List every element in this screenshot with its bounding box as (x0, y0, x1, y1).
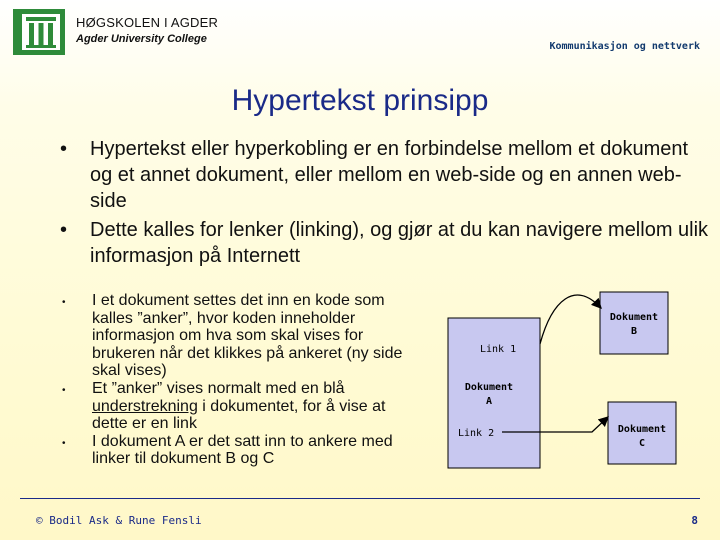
document-a-box (448, 318, 540, 468)
slide-title: Hypertekst prinsipp (231, 84, 489, 117)
footer-divider (20, 498, 700, 499)
bullet-dot-icon: • (60, 138, 68, 160)
document-a-label-line2: A (485, 396, 493, 407)
link-1-arrow (540, 295, 601, 344)
underline-example-text: understrekning (92, 397, 198, 415)
main-bullet (60, 217, 710, 269)
link-1-label: Link 1 (480, 344, 517, 355)
school-subtitle: Agder University College (76, 33, 207, 45)
main-bullet-text: Hypertekst eller hyperkobling er en forbindelse mellom et dokument og et annet dokument, eller mellom en web-side og en annen web-side (90, 138, 689, 212)
sub-bullet-text: i dokumentet, for å vise at dette er en link (92, 397, 386, 433)
sub-bullet (60, 380, 420, 433)
sub-bullet (60, 433, 420, 468)
sub-bullet-text: I et dokument settes det inn en kode som kalles ”anker”, hvor koden inneholder informasjon om hva som skal vises for brukeren når det klikkes på ankeret (ny side skal vises) (92, 292, 403, 380)
school-logo (12, 8, 66, 56)
link-2-label: Link 2 (458, 428, 495, 439)
document-b-box (600, 292, 668, 354)
sub-bullet (60, 292, 420, 380)
document-b-label-line1: Dokument (609, 312, 659, 323)
bullet-dot-icon: • (60, 219, 68, 241)
document-b-label-line2: B (630, 326, 638, 337)
bullet-dot-icon: • (62, 437, 66, 449)
sub-bullet-text: I dokument A er det satt inn to ankere med linker til dokument B og C (92, 432, 393, 468)
footer-copyright: © Bodil Ask & Rune Fensli (36, 514, 202, 527)
bullet-dot-icon: • (62, 384, 66, 396)
main-bullet-text: Dette kalles for lenker (linking), og gjør at du kan navigere mellom ulik informasjon på Internett (90, 219, 709, 267)
main-bullet-list (60, 136, 710, 272)
course-name: Kommunikasjon og nettverk (549, 41, 700, 52)
hyperlink-diagram (440, 278, 710, 478)
school-name: HØGSKOLEN I AGDER (76, 15, 219, 30)
document-c-label-line2: C (638, 438, 646, 449)
document-c-label-line1: Dokument (617, 424, 667, 435)
sub-bullet-list (60, 292, 420, 468)
document-a-label-line1: Dokument (464, 382, 514, 393)
page-number: 8 (691, 514, 698, 527)
bullet-dot-icon: • (62, 297, 66, 308)
sub-bullet-text: Et ”anker” vises normalt med en blå (92, 379, 345, 397)
main-bullet (60, 136, 710, 214)
